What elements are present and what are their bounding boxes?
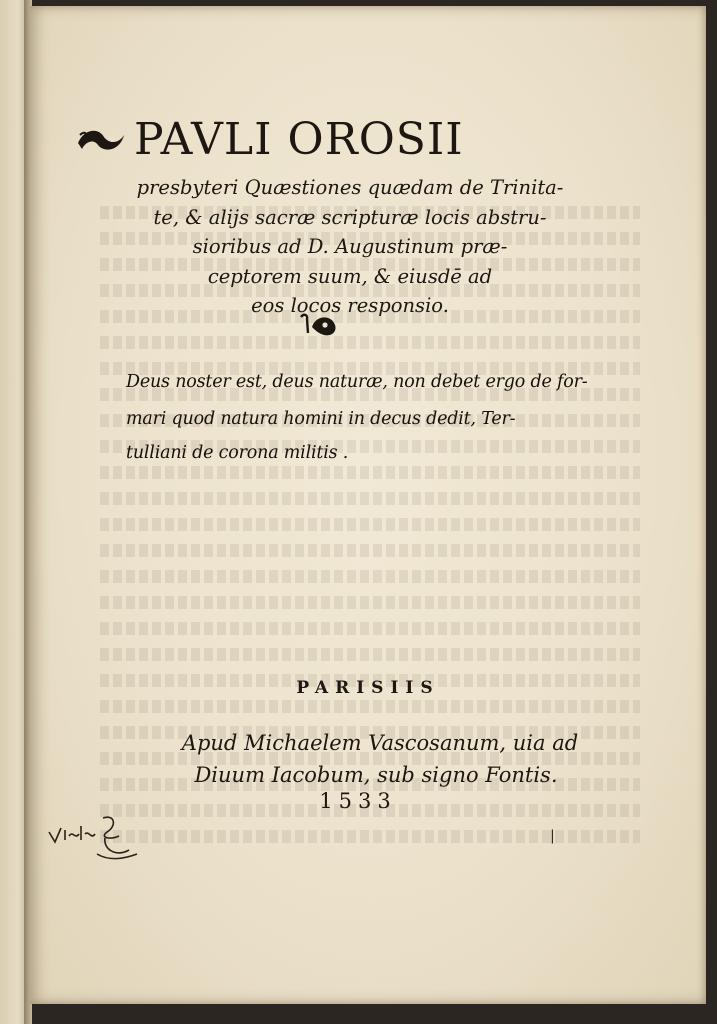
imprint-year: 1533	[319, 789, 397, 813]
subtitle-line: presbyteri Quæstiones quædam de Trinita-	[136, 176, 564, 199]
handwritten-signature	[45, 814, 140, 866]
subtitle-line: sioribus ad D. Augustinum præ-	[192, 235, 508, 258]
margin-mark: |	[550, 828, 555, 844]
title-page	[30, 6, 706, 1004]
subtitle-line: ceptorem suum, & eiusdē ad	[207, 264, 493, 288]
handwritten-annotation-line: tulliani de corona militis .	[126, 443, 349, 463]
imprint-place: PARISIIS	[296, 678, 440, 698]
subtitle-line: eos locos responsio.	[251, 294, 449, 317]
page-title: PAVLI OROSII	[134, 114, 464, 165]
subtitle	[90, 173, 610, 321]
subtitle-line: te, & alijs sacræ scripturæ locis abstru-	[153, 205, 547, 229]
leaf-ornament-icon	[74, 121, 126, 159]
imprint-publisher-line: Diuum Iacobum, sub signo Fontis.	[194, 763, 558, 787]
imprint-publisher-line: Apud Michaelem Vascosanum, uia ad	[181, 731, 579, 755]
title-line	[74, 114, 464, 165]
handwritten-annotation-line: mari quod natura homini in decus dedit, Ter-	[126, 409, 516, 429]
handwritten-annotation-line: Deus noster est, deus naturæ, non debet ergo de for-	[126, 372, 588, 392]
leaf-ornament-icon	[298, 311, 342, 339]
